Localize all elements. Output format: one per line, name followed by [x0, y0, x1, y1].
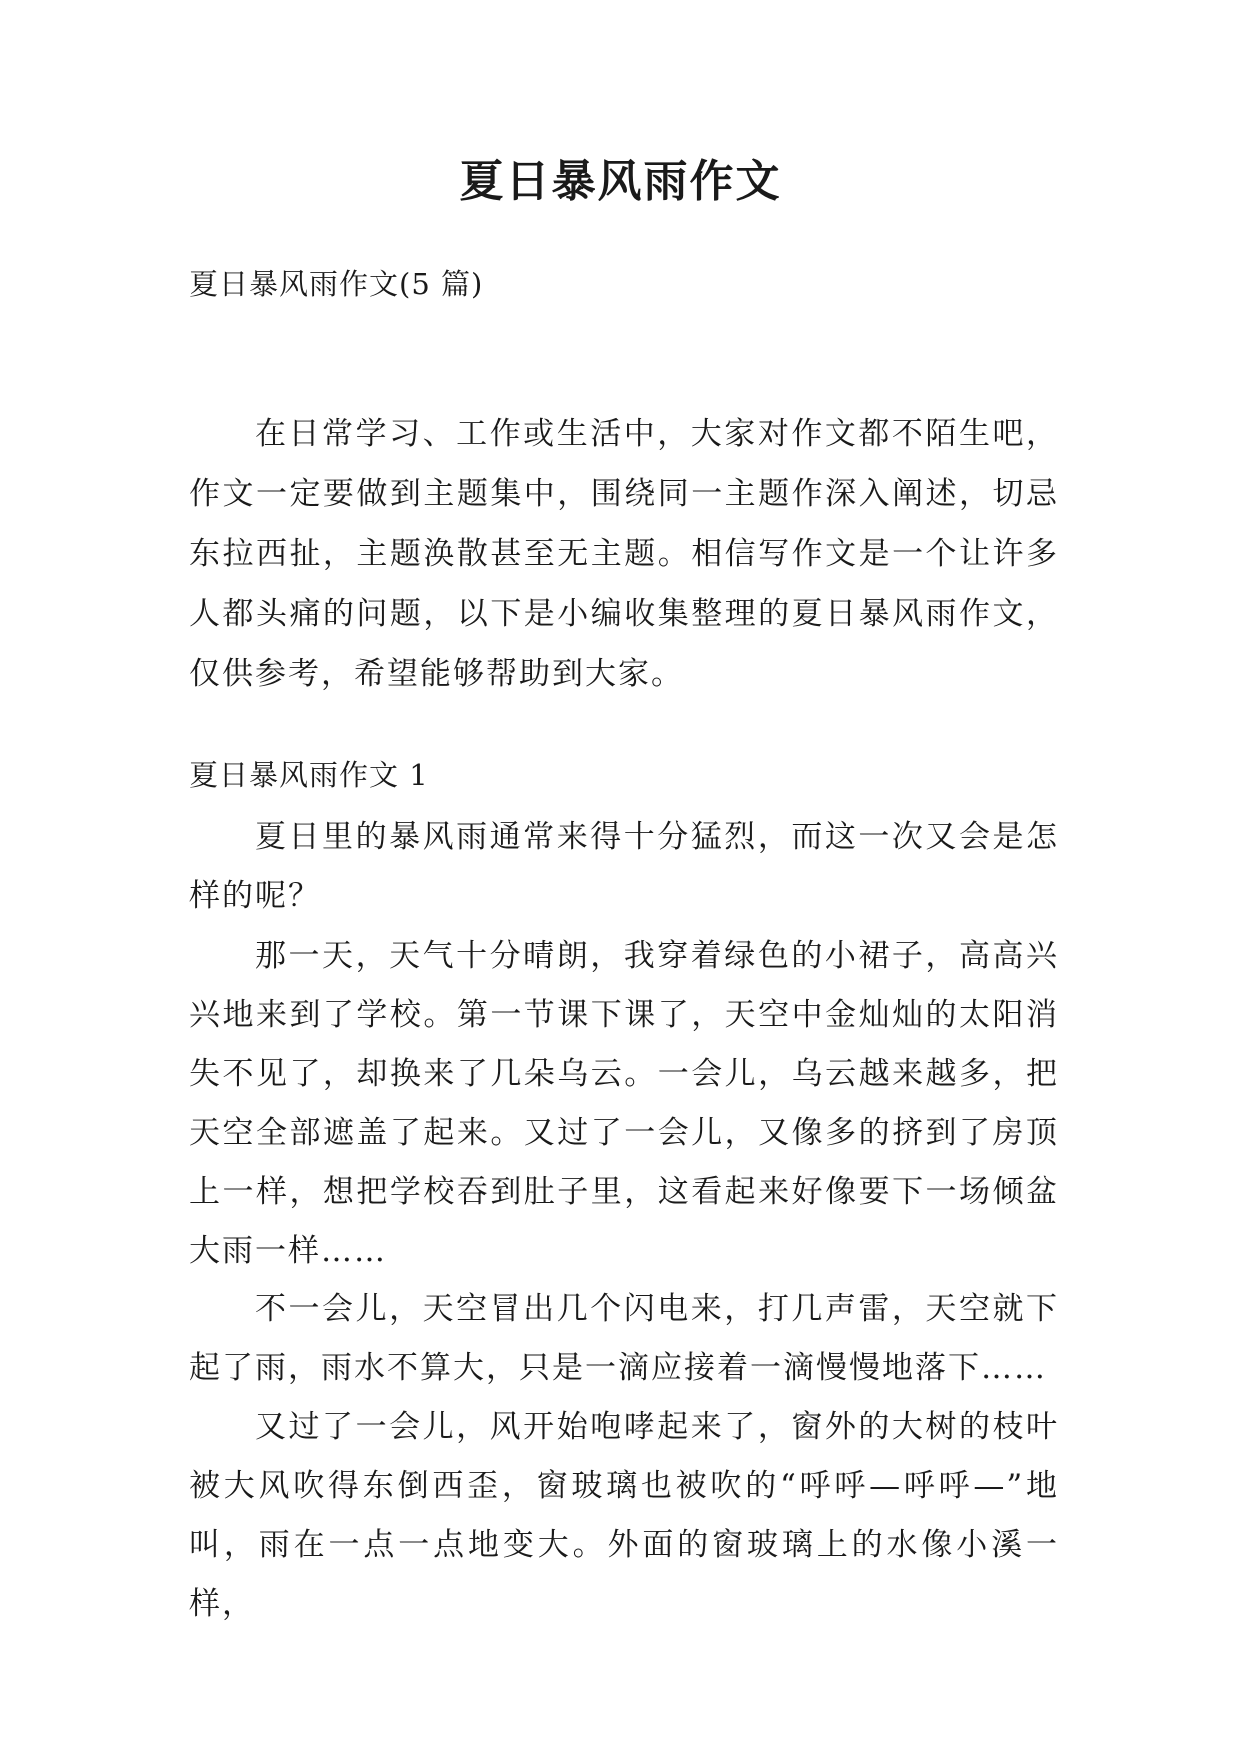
section-heading: 夏日暴风雨作文 1 [189, 758, 429, 792]
document-subtitle: 夏日暴风雨作文(5 篇) [189, 267, 484, 301]
body-paragraph: 不一会儿，天空冒出几个闪电来，打几声雷，天空就下起了雨，雨水不算大，只是一滴应接着一滴慢慢地落下…… [189, 1291, 1059, 1386]
intro-paragraph: 在日常学习、工作或生活中，大家对作文都不陌生吧，作文一定要做到主题集中，围绕同一主题作深入阐述，切忌东拉西扯，主题涣散甚至无主题。相信写作文是一个让许多人都头痛的问题，以下是小编收集整理的夏日暴风雨作文，仅供参考，希望能够帮助到大家。 [189, 416, 1059, 692]
document-title: 夏日暴风雨作文 [459, 156, 782, 207]
body-paragraph: 那一天，天气十分晴朗，我穿着绿色的小裙子，高高兴兴地来到了学校。第一节课下课了，天空中金灿灿的太阳消失不见了，却换来了几朵乌云。一会儿，乌云越来越多，把天空全部遮盖了起来。又过了一会儿，又像多的挤到了房顶上一样，想把学校吞到肚子里，这看起来好像要下一场倾盆大雨一样…… [189, 938, 1059, 1269]
body-paragraph: 夏日里的暴风雨通常来得十分猛烈，而这一次又会是怎样的呢？ [189, 819, 1059, 914]
body-paragraph: 又过了一会儿，风开始咆哮起来了，窗外的大树的枝叶被大风吹得东倒西歪，窗玻璃也被吹的“呼呼—呼呼—”地叫，雨在一点一点地变大。外面的窗玻璃上的水像小溪一样， [189, 1409, 1059, 1622]
